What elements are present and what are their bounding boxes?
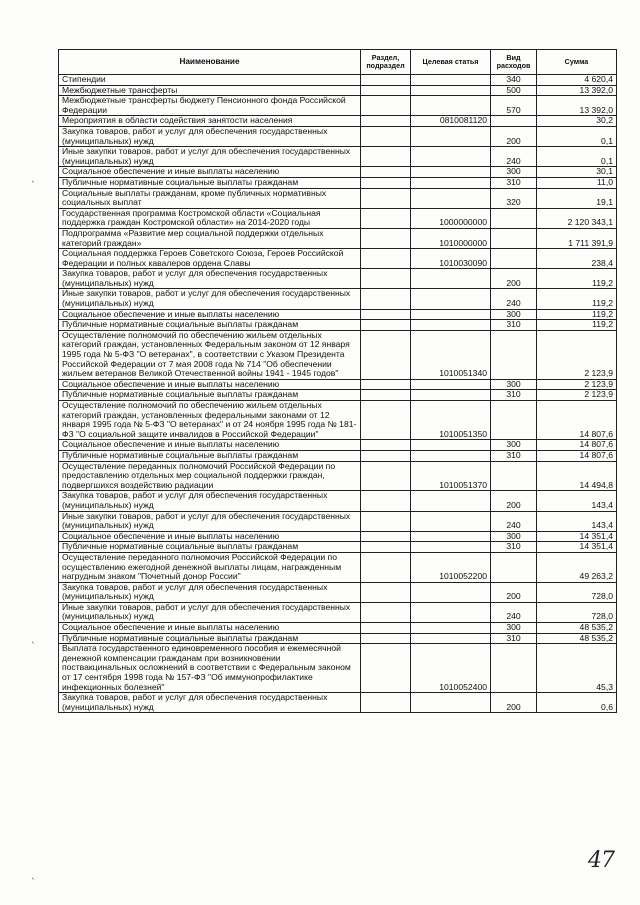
table-row [59,552,617,582]
row-section [361,602,411,622]
row-type: 200 [491,693,537,713]
row-name: Государственная программа Костромской области «Социальная поддержка граждан Костромской области» на 2014-2020 годы [59,208,361,228]
table-row [59,320,617,331]
row-sum: 11,0 [537,177,617,188]
row-type: 300 [491,440,537,451]
row-name: Социальная поддержка Героев Советского Союза, Героев Российской Федерации и полных кавалеров ордена Славы [59,249,361,269]
row-sum: 45,3 [537,644,617,693]
row-section [361,379,411,390]
row-section [361,644,411,693]
row-sum: 2 123,9 [537,379,617,390]
row-name: Социальное обеспечение и иные выплаты населению [59,440,361,451]
header-sum: Сумма [537,50,617,75]
row-sum: 728,0 [537,602,617,622]
header-row [59,50,617,75]
header-target: Целевая статья [411,50,491,75]
row-type [491,461,537,491]
row-type: 200 [491,582,537,602]
row-type: 240 [491,602,537,622]
table-body [59,75,617,713]
row-name: Публичные нормативные социальные выплаты гражданам [59,542,361,553]
row-section [361,289,411,309]
row-sum: 238,4 [537,249,617,269]
row-name: Социальные выплаты гражданам, кроме публичных нормативных социальных выплат [59,188,361,208]
row-target [411,309,491,320]
table-row [59,249,617,269]
table-row [59,208,617,228]
row-section [361,390,411,401]
row-sum: 14 807,6 [537,450,617,461]
row-sum: 14 807,6 [537,401,617,440]
table-row [59,228,617,248]
row-sum: 13 392,0 [537,85,617,96]
table-row [59,633,617,644]
row-name: Осуществление переданных полномочий Российской Федерации по предоставлению отдельных мер социальной поддержки граждан, подвергшихся воздействию радиации [59,461,361,491]
row-type: 320 [491,188,537,208]
row-sum: 2 123,9 [537,330,617,379]
row-sum: 119,2 [537,269,617,289]
row-type: 200 [491,126,537,146]
row-type: 300 [491,309,537,320]
row-target [411,289,491,309]
table-row [59,693,617,713]
row-sum: 14 494,8 [537,461,617,491]
table-row [59,126,617,146]
row-sum: 143,4 [537,491,617,511]
header-name: Наименование [59,50,361,75]
table-row [59,542,617,553]
row-name: Социальное обеспечение и иные выплаты населению [59,623,361,634]
table-row [59,96,617,116]
row-sum: 119,2 [537,289,617,309]
row-name: Мероприятия в области содействия занятости населения [59,116,361,127]
page-number: 47 [588,848,614,873]
row-section [361,450,411,461]
row-name: Выплата государственного единовременного пособия и ежемесячной денежной компенсации гражданам при возникновении поствакцинальных осложнений в соответствии с Федеральным законом от 17 сентября 1998 года № 157-ФЗ "Об иммунопрофилактике инфекционных болезней" [59,644,361,693]
row-section [361,440,411,451]
row-sum: 30,2 [537,116,617,127]
row-section [361,177,411,188]
header-section: Раздел, подраздел [361,50,411,75]
row-section [361,552,411,582]
row-section [361,269,411,289]
row-target [411,491,491,511]
row-sum: 48 535,2 [537,633,617,644]
row-type: 340 [491,75,537,86]
table-row [59,390,617,401]
row-sum: 49 263,2 [537,552,617,582]
row-type: 310 [491,177,537,188]
row-target [411,320,491,331]
table-row [59,531,617,542]
row-name: Публичные нормативные социальные выплаты гражданам [59,390,361,401]
row-sum: 1 711 391,9 [537,228,617,248]
row-sum: 119,2 [537,320,617,331]
row-name: Закупка товаров, работ и услуг для обеспечения государственных (муниципальных) нужд [59,491,361,511]
row-target [411,147,491,167]
row-target [411,126,491,146]
row-name: Осуществление переданного полномочия Российской Федерации по осуществлению ежегодной денежной выплаты лицам, награжденным нагрудным знаком "Почетный донор России" [59,552,361,582]
row-type: 310 [491,633,537,644]
row-section [361,85,411,96]
row-target: 1010052200 [411,552,491,582]
row-section [361,228,411,248]
row-type: 300 [491,623,537,634]
margin-mark: ` [31,181,36,191]
row-sum: 0,6 [537,693,617,713]
row-type [491,552,537,582]
row-type [491,228,537,248]
row-type: 310 [491,320,537,331]
row-section [361,582,411,602]
table-row [59,623,617,634]
row-type [491,644,537,693]
row-name: Социальное обеспечение и иные выплаты населению [59,531,361,542]
row-section [361,96,411,116]
table-row [59,85,617,96]
row-target [411,269,491,289]
row-name: Стипендии [59,75,361,86]
row-target: 1010030090 [411,249,491,269]
row-type: 240 [491,289,537,309]
row-target [411,379,491,390]
row-type: 200 [491,269,537,289]
table-row [59,401,617,440]
table-row [59,269,617,289]
table-row [59,116,617,127]
row-name: Публичные нормативные социальные выплаты гражданам [59,450,361,461]
row-target [411,623,491,634]
row-type: 310 [491,542,537,553]
row-sum: 0,1 [537,147,617,167]
table-row [59,582,617,602]
row-target [411,96,491,116]
row-type: 570 [491,96,537,116]
row-sum: 14 351,4 [537,531,617,542]
row-section [361,75,411,86]
row-sum: 4 620,4 [537,75,617,86]
row-section [361,491,411,511]
row-target [411,531,491,542]
row-name: Публичные нормативные социальные выплаты гражданам [59,320,361,331]
row-sum: 0,1 [537,126,617,146]
row-type: 300 [491,531,537,542]
row-section [361,511,411,531]
row-target [411,390,491,401]
table-row [59,309,617,320]
row-section [361,249,411,269]
row-sum: 728,0 [537,582,617,602]
row-type: 300 [491,167,537,178]
row-sum: 30,1 [537,167,617,178]
table-row [59,188,617,208]
row-name: Социальное обеспечение и иные выплаты населению [59,167,361,178]
table-row [59,379,617,390]
row-target [411,167,491,178]
row-type: 200 [491,491,537,511]
row-name: Подпрограмма «Развитие мер социальной поддержки отдельных категорий граждан» [59,228,361,248]
row-target [411,633,491,644]
row-name: Публичные нормативные социальные выплаты гражданам [59,177,361,188]
row-target: 1010051340 [411,330,491,379]
row-name: Осуществление полномочий по обеспечению жильем отдельных категорий граждан, установленных федеральными законами от 12 января 1995 года № 5-ФЗ "О ветеранах" и от 24 ноября 1995 года № 181-ФЗ "О социальной защите инвалидов в Российской Федерации" [59,401,361,440]
row-type [491,208,537,228]
row-target: 1010051350 [411,401,491,440]
row-name: Закупка товаров, работ и услуг для обеспечения государственных (муниципальных) нужд [59,269,361,289]
row-section [361,167,411,178]
row-sum: 119,2 [537,309,617,320]
row-section [361,623,411,634]
row-sum: 2 123,9 [537,390,617,401]
row-section [361,693,411,713]
row-type [491,330,537,379]
row-section [361,542,411,553]
header-type: Вид расходов [491,50,537,75]
row-section [361,116,411,127]
row-target [411,602,491,622]
table-row [59,450,617,461]
budget-table [58,49,617,713]
table-row [59,511,617,531]
row-section [361,208,411,228]
row-target [411,582,491,602]
row-name: Межбюджетные трансферты бюджету Пенсионного фонда Российской Федерации [59,96,361,116]
row-name: Публичные нормативные социальные выплаты гражданам [59,633,361,644]
table-row [59,644,617,693]
row-target [411,188,491,208]
row-section [361,126,411,146]
table-row [59,167,617,178]
row-type: 240 [491,511,537,531]
table-row [59,461,617,491]
row-sum: 2 120 343,1 [537,208,617,228]
row-name: Иные закупки товаров, работ и услуг для обеспечения государственных (муниципальных) нужд [59,289,361,309]
table-row [59,289,617,309]
row-target: 1010051370 [411,461,491,491]
row-target: 1010000000 [411,228,491,248]
row-name: Осуществление полномочий по обеспечению жильем отдельных категорий граждан, установленных Федеральным законом от 12 января 1995 года № 5-ФЗ "О ветеранах", в соответствии с Указом Президента Российской Федерации от 7 мая 2008 года № 714 "Об обеспечении жильем ветеранов Великой Отечественной войны 1941 - 1945 годов" [59,330,361,379]
row-name: Социальное обеспечение и иные выплаты населению [59,309,361,320]
row-name: Иные закупки товаров, работ и услуг для обеспечения государственных (муниципальных) нужд [59,602,361,622]
row-target [411,693,491,713]
row-name: Иные закупки товаров, работ и услуг для обеспечения государственных (муниципальных) нужд [59,147,361,167]
row-sum: 13 392,0 [537,96,617,116]
row-sum: 14 807,6 [537,440,617,451]
row-target [411,177,491,188]
row-type [491,116,537,127]
row-name: Межбюджетные трансферты [59,85,361,96]
row-name: Социальное обеспечение и иные выплаты населению [59,379,361,390]
row-section [361,401,411,440]
row-type: 310 [491,390,537,401]
row-target [411,542,491,553]
row-target [411,75,491,86]
table-row [59,177,617,188]
row-section [361,330,411,379]
row-target [411,85,491,96]
row-type [491,249,537,269]
table-row [59,330,617,379]
row-name: Закупка товаров, работ и услуг для обеспечения государственных (муниципальных) нужд [59,693,361,713]
row-sum: 143,4 [537,511,617,531]
row-section [361,633,411,644]
row-target: 1010052400 [411,644,491,693]
row-type: 310 [491,450,537,461]
table-row [59,602,617,622]
margin-mark: ` [31,878,36,888]
row-sum: 19,1 [537,188,617,208]
row-name: Закупка товаров, работ и услуг для обеспечения государственных (муниципальных) нужд [59,126,361,146]
row-section [361,531,411,542]
margin-mark: ` [31,642,36,652]
row-type: 500 [491,85,537,96]
row-type: 240 [491,147,537,167]
table-row [59,440,617,451]
row-section [361,461,411,491]
table-row [59,75,617,86]
row-section [361,320,411,331]
row-section [361,309,411,320]
row-target: 1000000000 [411,208,491,228]
row-sum: 14 351,4 [537,542,617,553]
row-section [361,188,411,208]
table-header [59,50,617,75]
row-target [411,450,491,461]
table-row [59,147,617,167]
row-name: Иные закупки товаров, работ и услуг для обеспечения государственных (муниципальных) нужд [59,511,361,531]
row-type [491,401,537,440]
row-target [411,511,491,531]
row-name: Закупка товаров, работ и услуг для обеспечения государственных (муниципальных) нужд [59,582,361,602]
row-target [411,440,491,451]
row-type: 300 [491,379,537,390]
row-section [361,147,411,167]
table-row [59,491,617,511]
row-target: 0810081120 [411,116,491,127]
row-sum: 48 535,2 [537,623,617,634]
